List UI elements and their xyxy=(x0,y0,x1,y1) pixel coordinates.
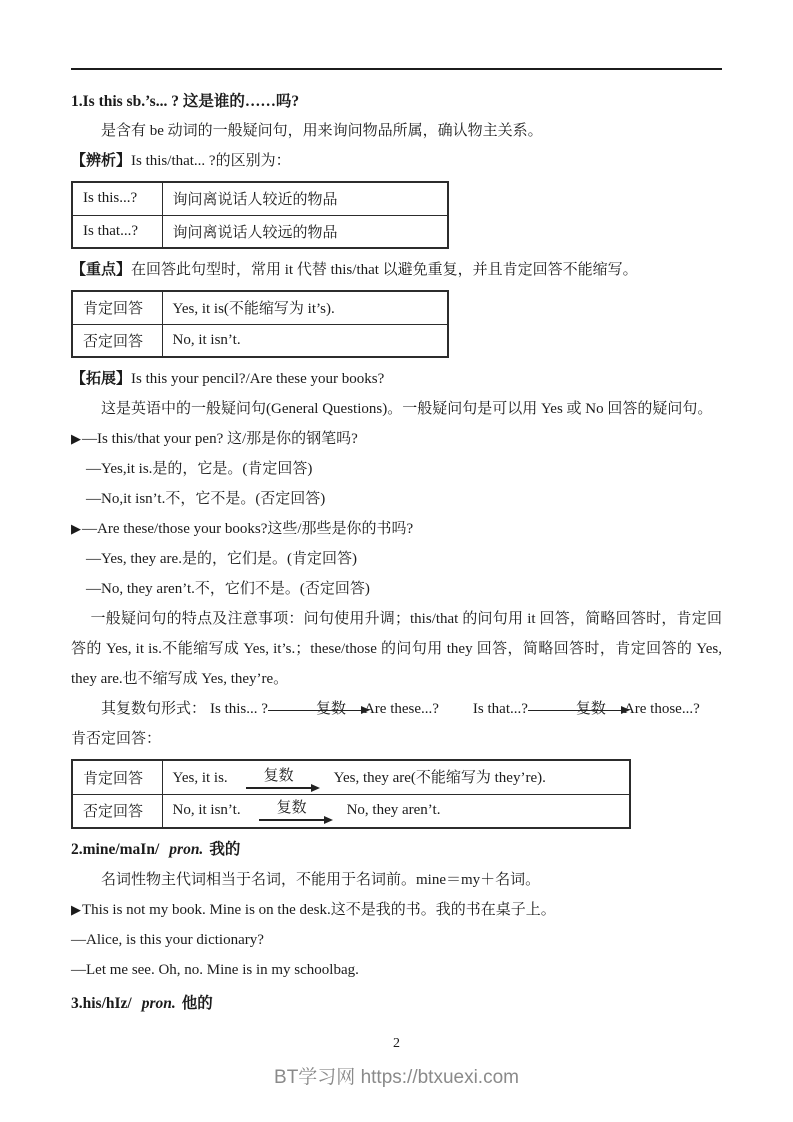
dialog1-answer-no: —No,it isn’t.不，它不是。(否定回答) xyxy=(86,491,326,507)
table-plural-answers xyxy=(71,759,631,829)
dialog2-question-text: —Are these/those your books?这些/那些是你的书吗? xyxy=(82,521,414,537)
dialog2-question xyxy=(71,514,722,544)
triangle-marker-icon: ▶ xyxy=(71,521,81,536)
key-line xyxy=(71,255,722,285)
yesno-label-line: 肯否定回答： xyxy=(71,731,162,747)
key-label: 【重点】 xyxy=(71,262,132,278)
section2-explanation: 名词性物主代词相当于名词，不能用于名词前。mine＝my＋名词。 xyxy=(101,872,541,888)
section3-heading xyxy=(71,989,722,1019)
table-cell xyxy=(162,794,630,828)
table-cell: Is that...? xyxy=(72,215,162,248)
notes-paragraph: 一般疑问句的特点及注意事项：问句使用升调；this/that 的问句用 it 回答，简略回答时，肯定回答的 Yes, it is.不能缩写成 Yes, it’s.；these/those 的问句用 they 回答，简略回答时，肯定回答的 Yes, they are.也不缩写成 Yes, they’re。 xyxy=(71,611,722,687)
table-row xyxy=(72,182,448,215)
page-number: 2 xyxy=(393,1036,400,1051)
triangle-marker-icon: ▶ xyxy=(71,431,81,446)
general-questions-line: 这是英语中的一般疑问句(General Questions)。一般疑问句是可以用 Yes 或 No 回答的疑问句。 xyxy=(101,401,713,417)
dialog2-answer-yes: —Yes, they are.是的，它们是。(肯定回答) xyxy=(86,551,357,567)
table-cell: 询问离说话人较近的物品 xyxy=(162,182,448,215)
plural-arrow-icon xyxy=(544,694,608,724)
section3-pos: pron. xyxy=(141,995,176,1012)
extension-label: 【拓展】 xyxy=(71,371,132,387)
answer-singular: No, it isn’t. xyxy=(172,802,241,819)
plural-arrow-icon xyxy=(259,800,325,821)
plural-pair2-to: Are those...? xyxy=(623,701,700,717)
dialog1-question-text: —Is this/that your pen? 这/那是你的钢笔吗? xyxy=(82,431,358,447)
plural-pair1-from: Is this... ? xyxy=(210,701,268,717)
plural-arrow-icon xyxy=(246,768,312,789)
plural-intro: 其复数句形式： xyxy=(101,701,207,717)
footer-watermark: BT学习网 https://btxuexi.com xyxy=(274,1067,519,1088)
table-cell: No, it isn’t. xyxy=(162,324,448,357)
plural-arrow-label: 复数 xyxy=(263,767,294,784)
table-answers xyxy=(71,290,449,358)
section1-heading: 1.Is this sb.’s... ? 这是谁的……吗? xyxy=(71,93,300,110)
table-cell xyxy=(162,760,630,794)
section3-meaning: 他的 xyxy=(181,995,213,1012)
section1-intro: 是含有 be 动词的一般疑问句，用来询问物品所属，确认物主关系。 xyxy=(101,123,543,139)
plural-arrow-icon xyxy=(284,694,348,724)
analysis-line xyxy=(71,146,722,176)
section2-heading xyxy=(71,835,722,865)
table-row xyxy=(72,215,448,248)
table-cell: Yes, it is(不能缩写为 it’s). xyxy=(162,291,448,324)
plural-pair2-from: Is that...? xyxy=(472,701,528,717)
section2-example-text: This is not my book. Mine is on the desk.这不是我的书。我的书在桌子上。 xyxy=(82,902,556,918)
page-content xyxy=(0,68,793,1019)
header-rule xyxy=(71,68,722,70)
table-cell: 肯定回答 xyxy=(72,291,162,324)
section2-dialog-q: —Alice, is this your dictionary? xyxy=(71,932,264,948)
section2-word: 2.mine/maIn/ xyxy=(71,841,160,858)
section2-dialog-a: —Let me see. Oh, no. Mine is in my schoolbag. xyxy=(71,962,359,978)
table-row xyxy=(72,291,448,324)
table-cell: 询问离说话人较远的物品 xyxy=(162,215,448,248)
answer-plural: Yes, they are(不能缩写为 they’re). xyxy=(333,769,546,786)
analysis-text: Is this/that... ?的区别为： xyxy=(131,153,291,169)
analysis-label: 【辨析】 xyxy=(71,153,132,169)
extension-line xyxy=(71,364,722,394)
triangle-marker-icon: ▶ xyxy=(71,902,81,917)
dialog2-answer-no: —No, they aren’t.不，它们不是。(否定回答) xyxy=(86,581,370,597)
section2-example xyxy=(71,895,722,925)
table-row xyxy=(72,794,630,828)
section2-meaning: 我的 xyxy=(209,841,241,858)
table-row xyxy=(72,324,448,357)
table-cell: 肯定回答 xyxy=(72,760,162,794)
dialog1-answer-yes: —Yes,it is.是的，它是。(肯定回答) xyxy=(86,461,313,477)
table-cell: Is this...? xyxy=(72,182,162,215)
section3-word: 3.his/hIz/ xyxy=(71,995,132,1012)
dialog1-question xyxy=(71,424,722,454)
plural-arrow-label: 复数 xyxy=(276,800,307,817)
plural-pair1-to: Are these...? xyxy=(363,701,439,717)
table-cell: 否定回答 xyxy=(72,324,162,357)
section2-pos: pron. xyxy=(169,841,204,858)
answer-singular: Yes, it is. xyxy=(172,769,228,786)
answer-plural: No, they aren’t. xyxy=(346,802,441,819)
table-row xyxy=(72,760,630,794)
extension-text: Is this your pencil?/Are these your books? xyxy=(131,371,385,387)
plural-forms-line xyxy=(71,694,722,724)
table-cell: 否定回答 xyxy=(72,794,162,828)
table-this-that xyxy=(71,181,449,249)
key-text: 在回答此句型时，常用 it 代替 this/that 以避免重复，并且肯定回答不能缩写。 xyxy=(131,262,638,278)
